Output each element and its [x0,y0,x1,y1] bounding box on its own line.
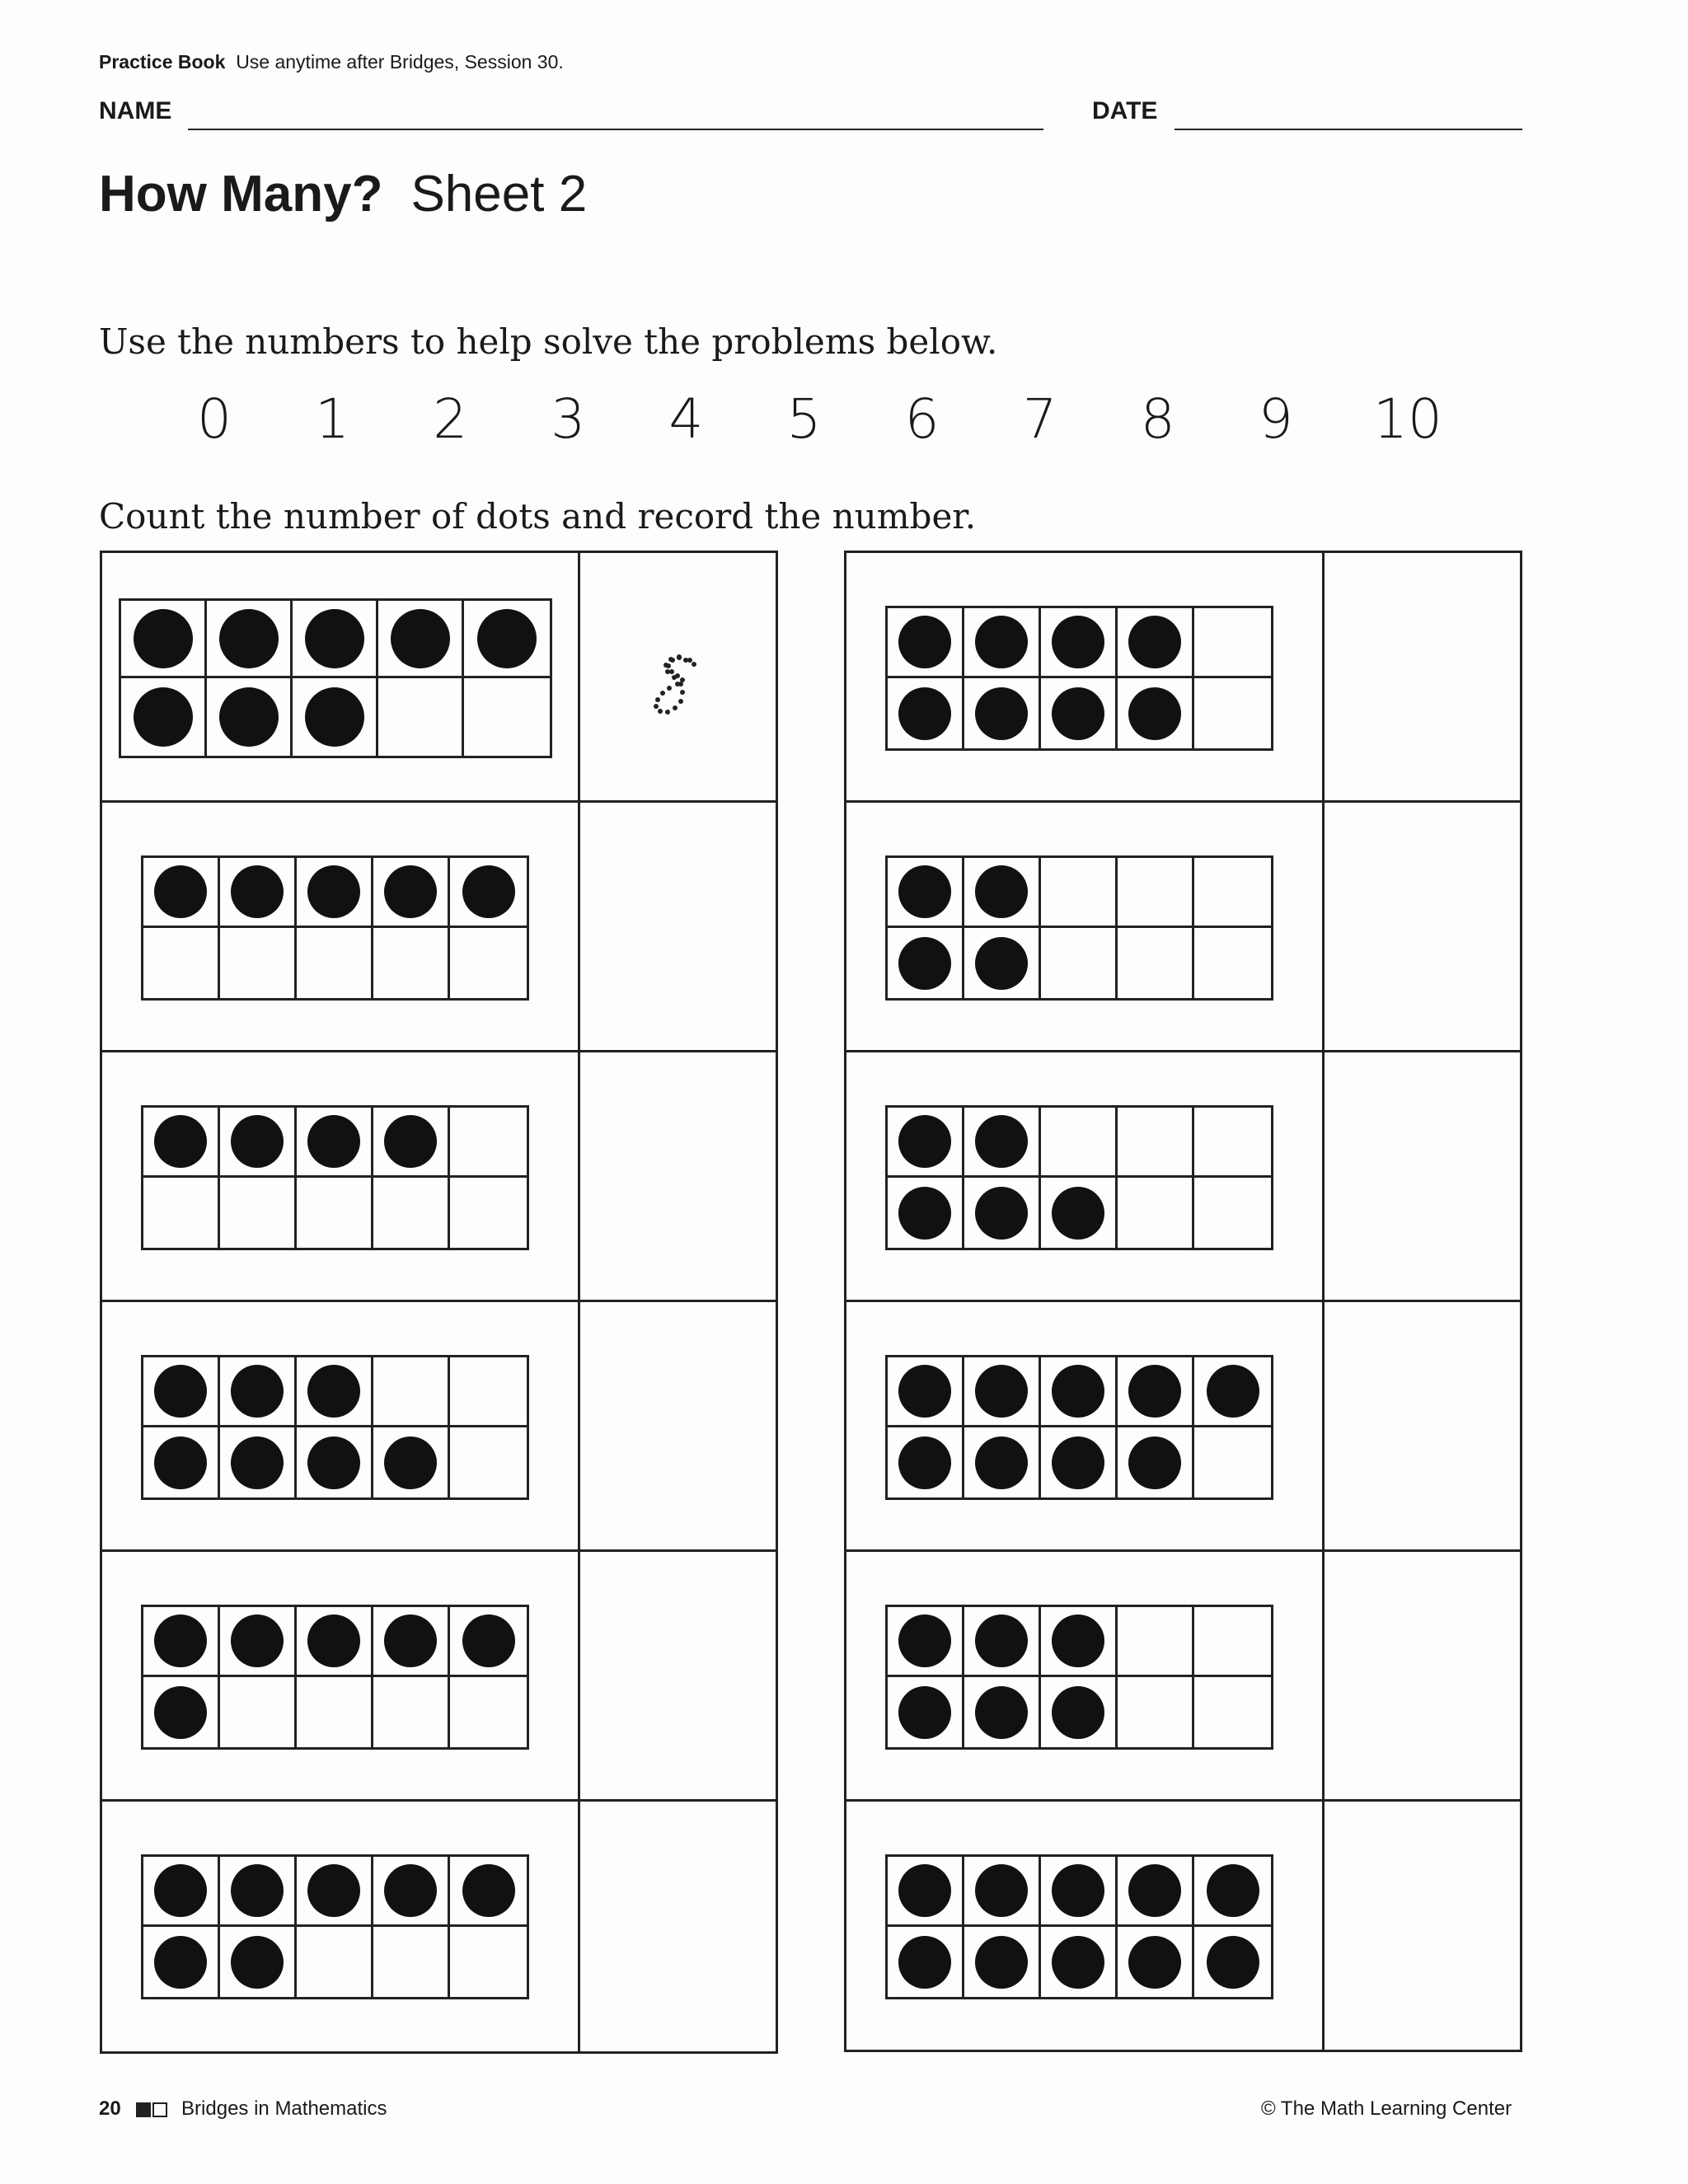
ten-frame-cell [373,1357,450,1427]
copyright: © The Math Learning Center [1261,2097,1512,2120]
ten-frame-cell [373,928,450,998]
ten-frame-cell [888,1607,964,1677]
problem-row [102,1552,776,1802]
problem-row [846,1052,1520,1302]
ten-frame-cell [143,1857,220,1927]
title-main: How Many? [99,166,383,223]
ten-frame-cell [888,858,964,928]
ten-frame-cell [373,1857,450,1927]
ten-frame-cell [220,1607,297,1677]
counter-dot [898,937,951,990]
ten-frame-cell [143,1927,220,1997]
counter-dot [154,1615,207,1667]
ten-frame-cell [373,1677,450,1747]
ten-frame-cell [143,1178,220,1248]
counter-dot [898,1115,951,1168]
counter-dot [462,1615,515,1667]
ten-frame-cell [1194,1427,1271,1497]
answer-box[interactable] [1325,1052,1520,1300]
ten-frame-cell [964,858,1041,928]
counter-dot [384,1436,437,1489]
ten-frame-cell [1041,1927,1118,1997]
ten-frame-cell [1041,1607,1118,1677]
counter-dot [1052,1615,1104,1667]
counter-dot [898,1936,951,1989]
ten-frame-cell [207,678,293,756]
ten-frame [885,1105,1273,1250]
counter-dot [975,1686,1028,1739]
ten-frame-cell [220,1677,297,1747]
counter-dot [975,1187,1028,1240]
title-sub: Sheet 2 [410,166,588,223]
counter-dot [231,1365,284,1418]
ten-frame-cell [450,1108,527,1178]
counter-dot [975,1436,1028,1489]
ten-frame-cell [1118,1357,1194,1427]
number-line-item: 9 [1258,387,1293,451]
ten-frame-cell [220,858,297,928]
answer-box[interactable] [580,1302,776,1549]
ten-frame-cell [220,1108,297,1178]
ten-frame-cell [1118,1607,1194,1677]
counter-dot [898,687,951,740]
ten-frame-cell [1118,1677,1194,1747]
counter-dot [1052,1864,1104,1917]
ten-frame [885,606,1273,751]
counter-dot [307,1115,360,1168]
ten-frame-cell [373,1427,450,1497]
ten-frame-cell [378,678,464,756]
counter-dot [231,1936,284,1989]
ten-frame-cell [1041,1677,1118,1747]
counter-dot [384,1615,437,1667]
counter-dot [1207,1864,1259,1917]
ten-frame-cell [888,1677,964,1747]
page-number: 20 [99,2097,121,2120]
counter-dot [1052,616,1104,668]
ten-frame-cell [1041,1178,1118,1248]
counter-dot [975,1115,1028,1168]
counter-dot [975,937,1028,990]
problem-row [846,1802,1520,2051]
counter-dot [231,1436,284,1489]
ten-frame-cell [1118,928,1194,998]
problem-row [846,553,1520,803]
ten-frame-cell [1041,858,1118,928]
counter-dot [1207,1365,1259,1418]
counter-dot [219,687,279,747]
counter-dot [231,865,284,918]
page-title [99,165,587,223]
counter-dot [384,1864,437,1917]
counter-dot [1128,616,1181,668]
ten-frame-cell [450,1857,527,1927]
ten-frame-cell [143,858,220,928]
counter-dot [154,1686,207,1739]
ten-frame-cell [121,678,207,756]
right-problem-column [844,551,1522,2052]
problem-row [102,1302,776,1552]
ten-frame-cell [297,1857,373,1927]
counter-dot [898,1187,951,1240]
counter-dot [975,687,1028,740]
number-line-item: 1 [315,387,350,451]
counter-dot [898,616,951,668]
ten-frame-cell [1194,928,1271,998]
session-note: Use anytime after Bridges, Session 30. [236,51,564,73]
problem-row [102,553,776,803]
ten-frame-cell [143,1108,220,1178]
dotted-eight-icon [580,553,778,803]
counter-dot [975,1936,1028,1989]
ten-frame-cell [450,1607,527,1677]
ten-frame-cell [1041,928,1118,998]
date-label: DATE [1092,97,1158,124]
number-line-item: 5 [786,387,822,451]
counter-dot [307,1365,360,1418]
ten-frame-cell [964,608,1041,678]
number-line-item: 3 [551,387,586,451]
ten-frame-cell [143,928,220,998]
counter-dot [898,1436,951,1489]
ten-frame-cell [964,928,1041,998]
ten-frame-cell [888,1857,964,1927]
problem-row [846,1552,1520,1802]
ten-frame-cell [297,1357,373,1427]
counter-dot [975,616,1028,668]
counter-dot [384,1115,437,1168]
problem-row [102,1052,776,1302]
counter-dot [1128,1365,1181,1418]
ten-frame-cell [373,1108,450,1178]
ten-frame-cell [297,858,373,928]
counter-dot [898,1615,951,1667]
ten-frame-cell [143,1677,220,1747]
ten-frame-cell [1041,678,1118,748]
counter-dot [1052,1365,1104,1418]
ten-frame [885,1355,1273,1500]
ten-frame [141,855,529,1001]
ten-frame-cell [220,1857,297,1927]
ten-frame-cell [1194,1108,1271,1178]
ten-frame-cell [888,1178,964,1248]
counter-dot [154,1864,207,1917]
book-title: Practice Book [99,51,226,73]
ten-frame-cell [964,1607,1041,1677]
counter-dot [1128,1936,1181,1989]
ten-frame-cell [1041,1357,1118,1427]
ten-frame-cell [373,858,450,928]
ten-frame [141,1605,529,1750]
ten-frame-cell [220,1178,297,1248]
answer-box[interactable] [1325,803,1520,1050]
counter-dot [154,865,207,918]
number-line-item: 4 [668,387,704,451]
publisher-name: Bridges in Mathematics [181,2097,387,2120]
ten-frame-cell [1041,1427,1118,1497]
ten-frame-cell [888,928,964,998]
counter-dot [1128,1436,1181,1489]
ten-frame-cell [297,1108,373,1178]
ten-frame-cell [464,601,550,678]
ten-frame-cell [1041,608,1118,678]
ten-frame-cell [297,928,373,998]
ten-frame-cell [293,678,378,756]
ten-frame-cell [207,601,293,678]
counter-dot [1052,1187,1104,1240]
answer-box[interactable] [580,553,776,800]
counter-dot [154,1436,207,1489]
ten-frame-cell [297,1927,373,1997]
ten-frame-cell [143,1607,220,1677]
ten-frame-cell [1118,1108,1194,1178]
problem-row [846,1302,1520,1552]
ten-frame-cell [143,1427,220,1497]
ten-frame-cell [1118,1857,1194,1927]
answer-box[interactable] [1325,1552,1520,1799]
ten-frame-cell [1118,608,1194,678]
ten-frame-cell [373,1178,450,1248]
number-line [194,387,1442,451]
counter-dot [898,865,951,918]
ten-frame-cell [464,678,550,756]
answer-box[interactable] [1325,553,1520,800]
ten-frame-cell [1118,1427,1194,1497]
ten-frame-cell [1194,1677,1271,1747]
answer-box[interactable] [580,1052,776,1300]
number-line-item: 6 [904,387,940,451]
ten-frame-cell [378,601,464,678]
ten-frame-cell [450,1357,527,1427]
ten-frame-cell [888,1357,964,1427]
counter-dot [975,865,1028,918]
ten-frame-cell [220,928,297,998]
counter-dot [975,1864,1028,1917]
ten-frame [885,1605,1273,1750]
counter-dot [391,609,450,668]
ten-frame-cell [1118,1927,1194,1997]
ten-frame [141,1105,529,1250]
counter-dot [975,1615,1028,1667]
footer-left [99,2097,387,2121]
ten-frame-cell [450,858,527,928]
counter-dot [231,1615,284,1667]
ten-frame-cell [450,928,527,998]
counter-dot [462,1864,515,1917]
answer-box[interactable] [580,803,776,1050]
ten-frame-cell [888,1427,964,1497]
ten-frame-cell [297,1178,373,1248]
ten-frame-cell [888,1108,964,1178]
ten-frame-cell [964,1427,1041,1497]
ten-frame-cell [220,1427,297,1497]
ten-frame-cell [297,1427,373,1497]
name-field[interactable] [188,129,1043,130]
ten-frame-cell [293,601,378,678]
counter-dot [154,1115,207,1168]
number-line-item: 2 [433,387,468,451]
ten-frame-cell [1194,1178,1271,1248]
ten-frame-cell [888,608,964,678]
practice-book-header [99,51,564,73]
ten-frame-cell [450,1677,527,1747]
answer-box[interactable] [1325,1802,1520,2051]
counter-dot [898,1686,951,1739]
counter-dot [305,687,364,747]
ten-frame-cell [373,1607,450,1677]
left-problem-column [100,551,778,2054]
ten-frame-cell [1118,678,1194,748]
ten-frame-cell [1194,858,1271,928]
instruction-numbers: Use the numbers to help solve the problems below. [99,321,998,362]
counter-dot [1128,687,1181,740]
ten-frame-cell [450,1427,527,1497]
counter-dot [898,1365,951,1418]
ten-frame-cell [964,1108,1041,1178]
counter-dot [462,865,515,918]
ten-frame-cell [1194,678,1271,748]
bridges-logo-icon [136,2098,169,2121]
counter-dot [305,609,364,668]
ten-frame [119,598,552,758]
counter-dot [1052,1436,1104,1489]
ten-frame-cell [1041,1857,1118,1927]
counter-dot [477,609,537,668]
ten-frame [141,1355,529,1500]
counter-dot [1052,1686,1104,1739]
counter-dot [134,609,193,668]
counter-dot [307,1864,360,1917]
ten-frame-cell [1118,1178,1194,1248]
counter-dot [154,1365,207,1418]
number-line-item: 7 [1022,387,1057,451]
ten-frame [141,1854,529,1999]
ten-frame-cell [964,1677,1041,1747]
counter-dot [154,1936,207,1989]
counter-dot [219,609,279,668]
date-field[interactable] [1175,129,1522,130]
counter-dot [1207,1936,1259,1989]
ten-frame-cell [964,1927,1041,1997]
ten-frame-cell [450,1178,527,1248]
number-line-item: 10 [1372,387,1442,451]
counter-dot [307,1436,360,1489]
ten-frame-cell [220,1927,297,1997]
number-line-item: 8 [1140,387,1175,451]
counter-dot [975,1365,1028,1418]
ten-frame-cell [964,1178,1041,1248]
ten-frame-cell [1194,1357,1271,1427]
ten-frame-cell [373,1927,450,1997]
problem-row [102,803,776,1052]
answer-box[interactable] [1325,1302,1520,1549]
ten-frame [885,855,1273,1001]
ten-frame-cell [1118,858,1194,928]
ten-frame-cell [888,1927,964,1997]
ten-frame-cell [143,1357,220,1427]
ten-frame-cell [1194,1607,1271,1677]
ten-frame-cell [964,678,1041,748]
counter-dot [134,687,193,747]
ten-frame-cell [1194,1927,1271,1997]
ten-frame [885,1854,1273,1999]
answer-box[interactable] [580,1552,776,1799]
ten-frame-cell [297,1607,373,1677]
counter-dot [1052,1936,1104,1989]
ten-frame-cell [964,1857,1041,1927]
ten-frame-cell [121,601,207,678]
counter-dot [307,865,360,918]
ten-frame-cell [964,1357,1041,1427]
counter-dot [898,1864,951,1917]
counter-dot [231,1864,284,1917]
ten-frame-cell [888,678,964,748]
ten-frame-cell [297,1677,373,1747]
counter-dot [1052,687,1104,740]
counter-dot [384,865,437,918]
ten-frame-cell [220,1357,297,1427]
counter-dot [231,1115,284,1168]
name-label: NAME [99,97,172,124]
number-line-item: 0 [197,387,232,451]
ten-frame-cell [1194,608,1271,678]
ten-frame-cell [450,1927,527,1997]
ten-frame-cell [1194,1857,1271,1927]
problem-row [846,803,1520,1052]
instruction-count: Count the number of dots and record the number. [99,496,977,537]
ten-frame-cell [1041,1108,1118,1178]
answer-box[interactable] [580,1802,776,2051]
counter-dot [307,1615,360,1667]
counter-dot [1128,1864,1181,1917]
problem-row [102,1802,776,2051]
